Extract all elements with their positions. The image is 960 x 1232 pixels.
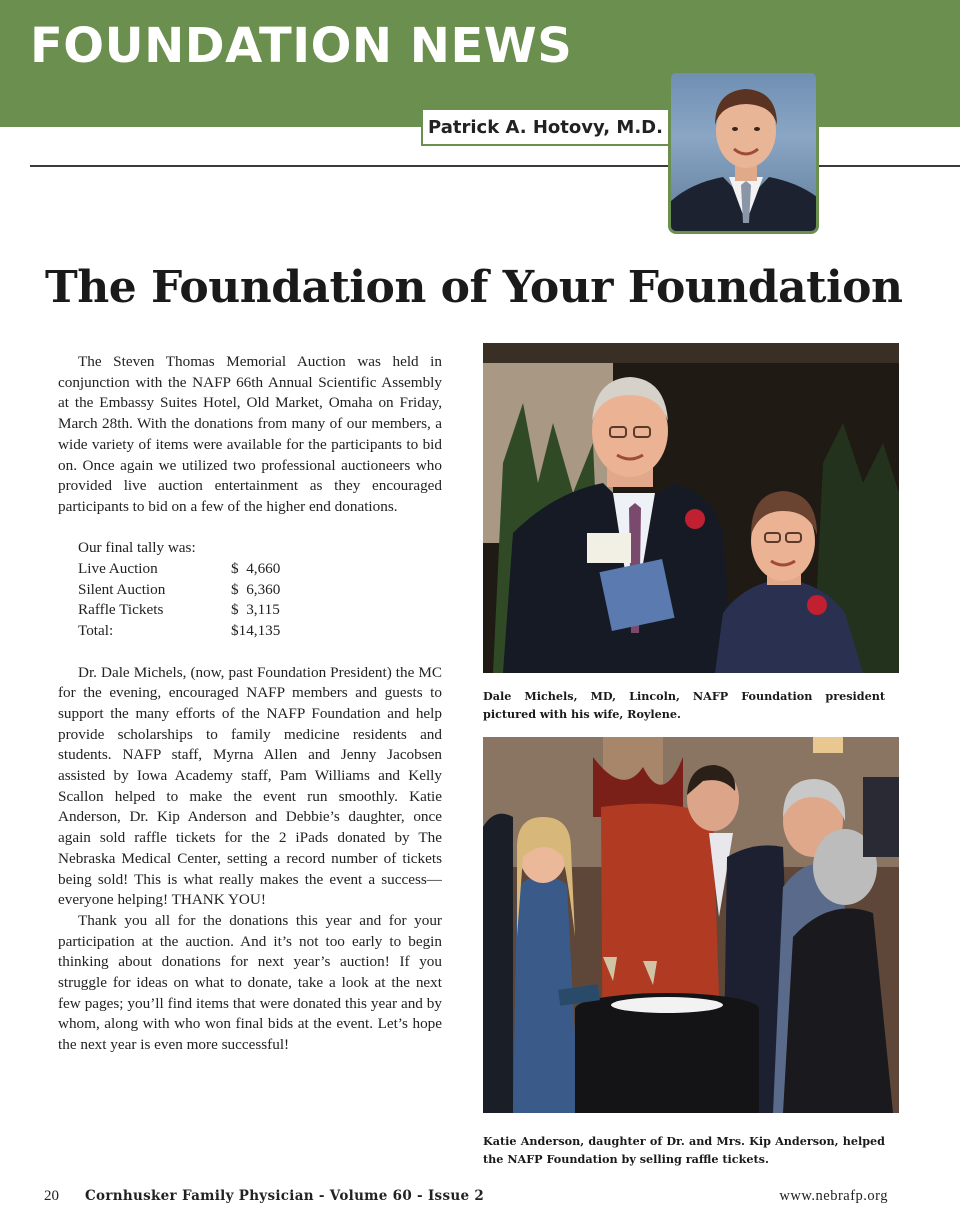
tally-row — [58, 559, 442, 580]
body-paragraph: The Steven Thomas Memorial Auction was held in conjunction with the NAFP 66th Annual Scientific Assembly at the Embassy Suites Hotel, Old Market, Omaha on Friday, March 28th. With the donations from many of our members, a wide variety of items were available for the participants to bid on. Once again we utilized two professional auctioneers who provided live auction entertainment as they encouraged participants to bid on a few of the higher end donations. — [58, 353, 442, 515]
tally-amount: $ 4,660 — [231, 560, 281, 578]
page-number: 20 — [44, 1188, 59, 1204]
author-name: Patrick A. Hotovy, M.D. — [428, 116, 663, 138]
tally-label: Total: — [78, 622, 114, 640]
tally-amount: $14,135 — [231, 622, 281, 640]
body-paragraph: Thank you all for the donations this year and for your participation at the auction. And it’s not too early to begin thinking about donations for next year’s auction! If you struggle for ideas on what to donate, take a look at the next few pages; you’ll find items that were donated this year and by whom, along with who won final bids at the event. Let’s hope the next year is even more successful! — [58, 911, 442, 1054]
photo-illustration — [483, 737, 899, 1113]
photo-caption: Dale Michels, MD, Lincoln, NAFP Foundation president pictured with his wife, Roylene. — [483, 689, 885, 721]
article-title: The Foundation of Your Foundation — [45, 262, 903, 313]
tally-label: Raffle Tickets — [78, 601, 164, 619]
portrait-illustration — [671, 73, 819, 234]
photo-illustration — [483, 343, 899, 673]
tally-intro: Our final tally was: — [78, 539, 196, 557]
publication-title: Cornhusker Family Physician - Volume 60 - Issue 2 — [85, 1188, 485, 1204]
author-portrait — [668, 70, 819, 234]
tally-label: Live Auction — [78, 560, 158, 578]
section-title: FOUNDATION NEWS — [30, 18, 573, 74]
website-link[interactable]: www.nebrafp.org — [779, 1188, 888, 1204]
header-divider-right — [818, 165, 960, 167]
article-body — [58, 352, 442, 1056]
tally-row — [58, 580, 442, 601]
tally-amount: $ 6,360 — [231, 580, 281, 598]
tally-total-row — [58, 621, 442, 642]
tally-label: Silent Auction — [78, 580, 166, 598]
photo-caption: Katie Anderson, daughter of Dr. and Mrs. Kip Anderson, helped the NAFP Foundation by selling raffle tickets. — [483, 1134, 885, 1166]
tally-amount: $ 3,115 — [231, 601, 280, 619]
tally-row — [58, 600, 442, 621]
photo-michels-couple — [483, 343, 899, 673]
photo-raffle-event — [483, 737, 899, 1113]
author-byline-box — [421, 108, 668, 146]
header-divider-left — [30, 165, 670, 167]
body-paragraph: Dr. Dale Michels, (now, past Foundation President) the MC for the evening, encouraged NAFP members and guests to support the many efforts of the NAFP Foundation and help provide scholarships to family medicine residents and students. NAFP staff, Myrna Allen and Jenny Jacobsen assisted by Iowa Academy staff, Pam Williams and Kelly Scallon helped to make the event run smoothly. Katie Anderson, Dr. Kip Anderson and Debbie’s daughter, once again sold raffle tickets for the 2 iPads donated by The Nebraska Medical Center, setting a record number of tickets being sold! This is what really makes the event a success—everyone helping! THANK YOU! — [58, 663, 442, 909]
